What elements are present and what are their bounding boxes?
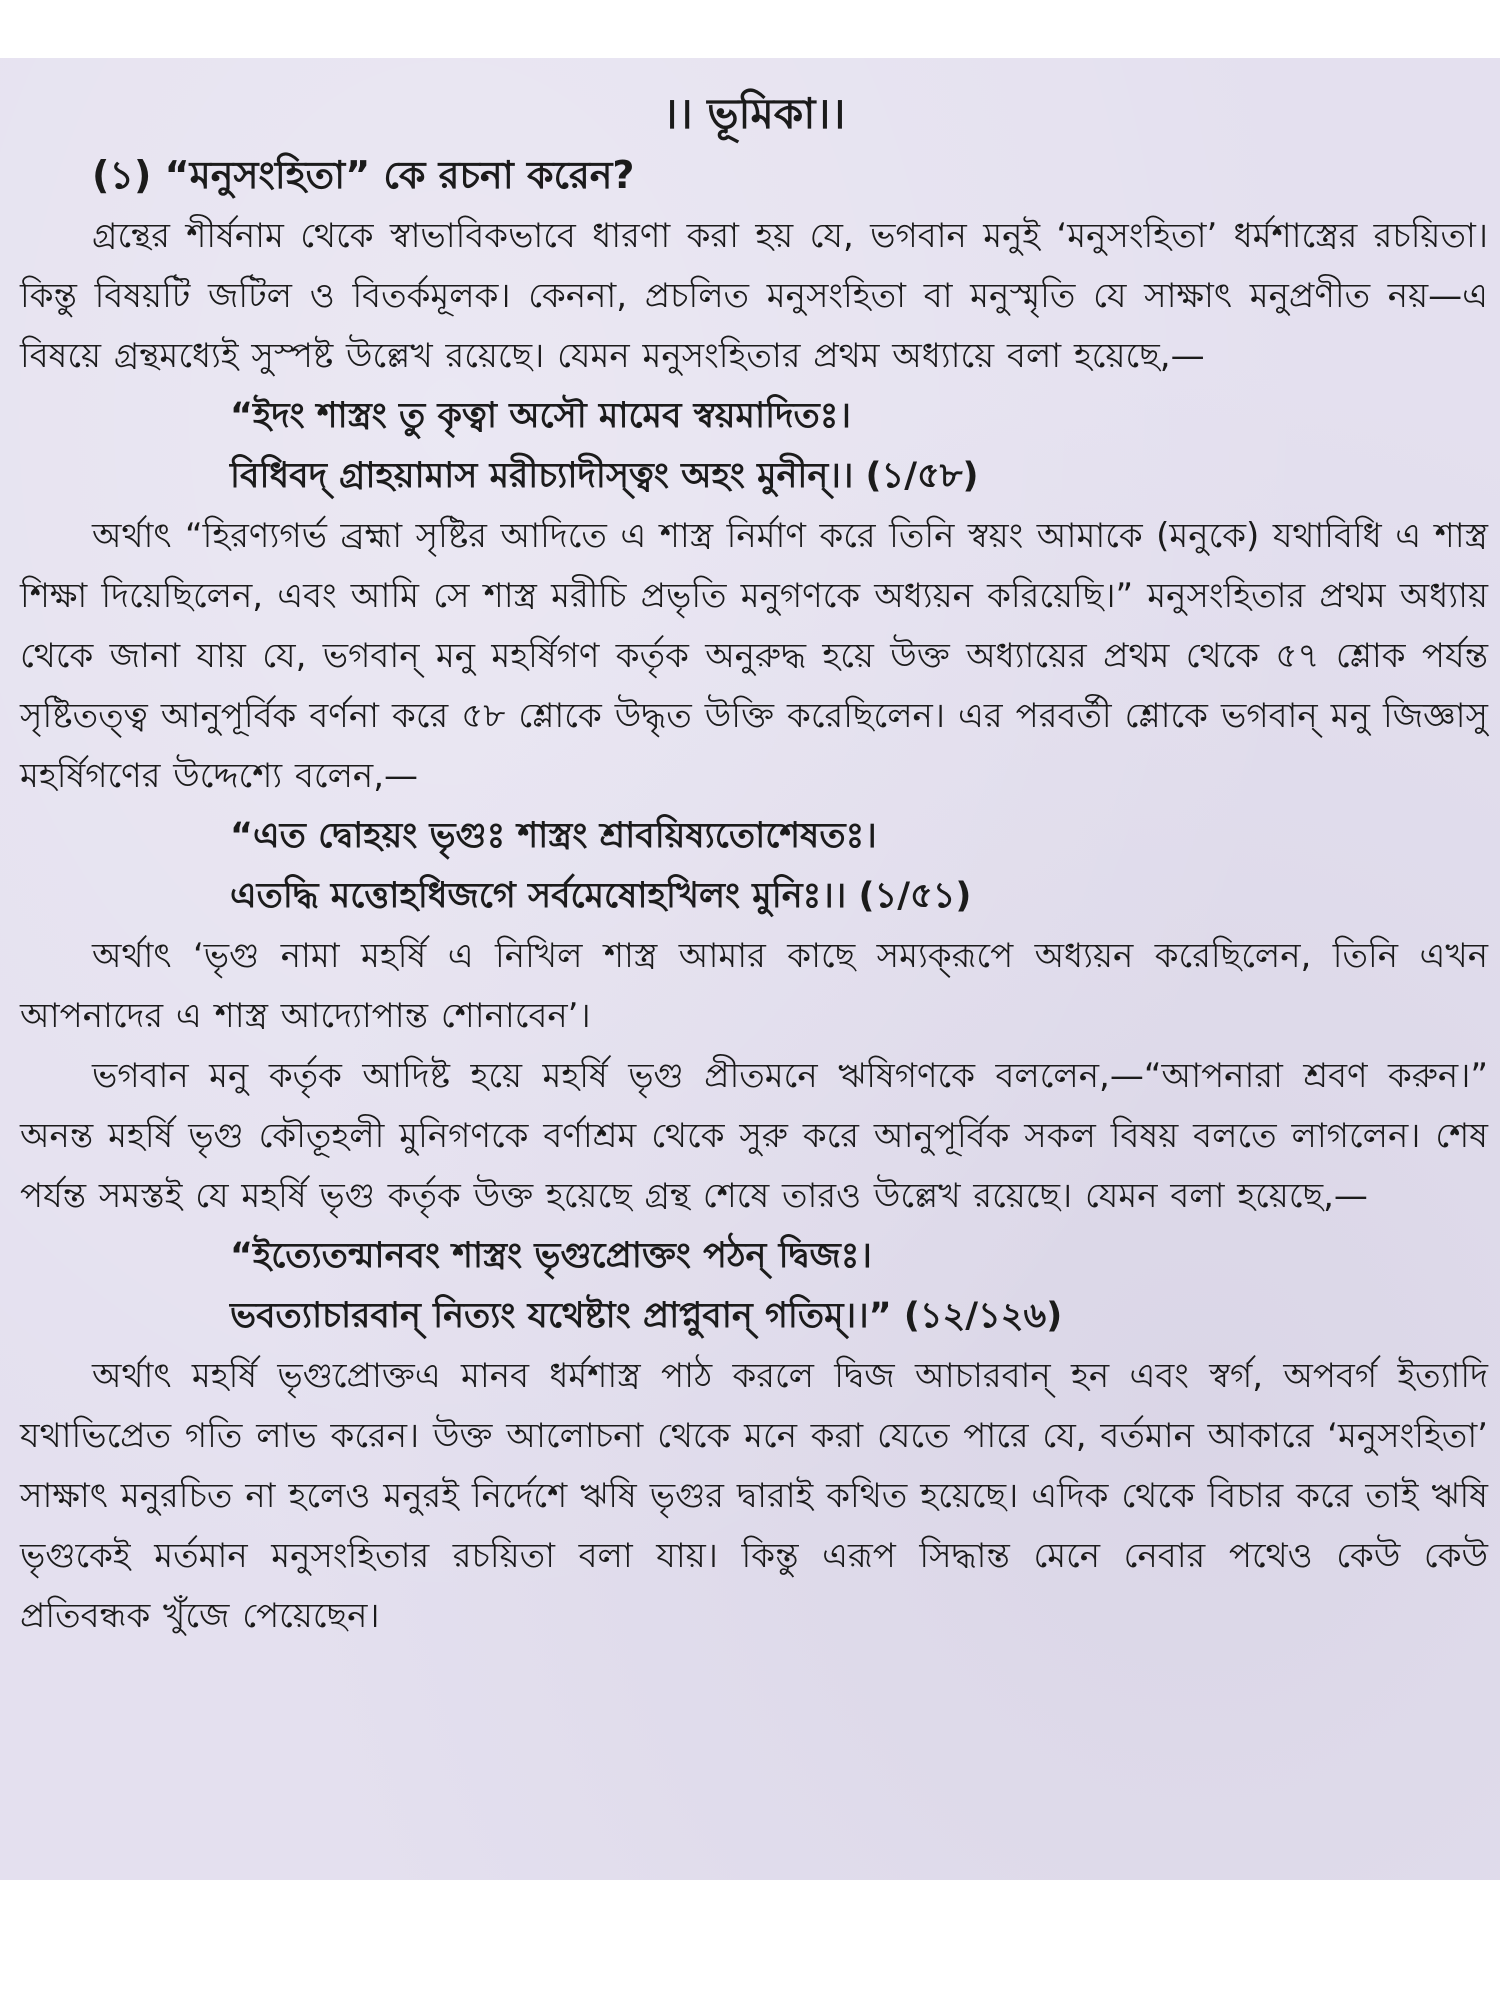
verse-3-line-1: “ইত্যেতন্মানবং শাস্ত্রং ভৃগুপ্রোক্তং পঠন্ দ্বিজঃ। bbox=[230, 1236, 872, 1276]
paragraph-3: অর্থাৎ ‘ভৃগু নামা মহর্ষি এ নিখিল শাস্ত্র আমার কাছে সম্যক্‌রূপে অধ্যয়ন করেছিলেন, তিনি এখন আপনাদের এ শাস্ত্র আদ্যোপান্ত শোনাবেন’। bbox=[20, 936, 1488, 1036]
paragraph-1: গ্রন্থের শীর্ষনাম থেকে স্বাভাবিকভাবে ধারণা করা হয় যে, ভগবান মনুই ‘মনুসংহিতা’ ধর্মশাস্ত্রের রচয়িতা। কিন্তু বিষয়টি জটিল ও বিতর্কমূলক। কেননা, প্রচলিত মনুসংহিতা বা মনুস্মৃতি যে সাক্ষাৎ মনুপ্রণীত নয়—এ বিষয়ে গ্রন্থমধ্যেই সুস্পষ্ট উল্লেখ রয়েছে। যেমন মনুসংহিতার প্রথম অধ্যায়ে বলা হয়েছে,— bbox=[20, 216, 1488, 376]
paragraph-5: অর্থাৎ মহর্ষি ভৃগুপ্রোক্তএ মানব ধর্মশাস্ত্র পাঠ করলে দ্বিজ আচারবান্ হন এবং স্বর্গ, অপবর্গ ইত্যাদি যথাভিপ্রেত গতি লাভ করেন। উক্ত আলোচনা থেকে মনে করা যেতে পারে যে, বর্তমান আকারে ‘মনুসংহিতা’ সাক্ষাৎ মনুরচিত না হলেও মনুরই নির্দেশে ঋষি ভৃগুর দ্বারাই কথিত হয়েছে। এদিক থেকে বিচার করে তাই ঋষি ভৃগুকেই মর্তমান মনুসংহিতার রচয়িতা বলা যায়। কিন্তু এরূপ সিদ্ধান্ত মেনে নেবার পথেও কেউ কেউ প্রতিবন্ধক খুঁজে পেয়েছেন। bbox=[20, 1356, 1488, 1636]
verse-1-line-2: বিধিবদ্ গ্রাহয়ামাস মরীচ্যাদীস্ত্বং অহং মুনীন্।। (১/৫৮) bbox=[230, 456, 979, 496]
verse-2-line-2: এতদ্ধি মত্তোহধিজগে সর্বমেষোহখিলং মুনিঃ।। (১/৫১) bbox=[230, 876, 972, 916]
paragraph-4: ভগবান মনু কর্তৃক আদিষ্ট হয়ে মহর্ষি ভৃগু প্রীতমনে ঋষিগণকে বললেন,—“আপনারা শ্রবণ করুন।” অনন্ত মহর্ষি ভৃগু কৌতূহলী মুনিগণকে বর্ণাশ্রম থেকে সুরু করে আনুপূর্বিক সকল বিষয় বলতে লাগলেন। শেষ পর্যন্ত সমস্তই যে মহর্ষি ভৃগু কর্তৃক উক্ত হয়েছে গ্রন্থ শেষে তারও উল্লেখ রয়েছে। যেমন বলা হয়েছে,— bbox=[20, 1056, 1488, 1216]
verse-3-line-2: ভবত্যাচারবান্ নিত্যং যথেষ্টাং প্রাপ্নুবান্ গতিম্।।” (১২/১২৬) bbox=[230, 1296, 1063, 1336]
page-title: ।। ভূমিকা।। bbox=[662, 89, 846, 138]
verse-2-line-1: “এত দ্বোহয়ং ভৃগুঃ শাস্ত্রং শ্রাবয়িষ্যতোশেষতঃ। bbox=[230, 816, 877, 856]
verse-1-line-1: “ইদং শাস্ত্রং তু কৃত্বা অসৌ মামেব স্বয়মাদিতঃ। bbox=[230, 396, 851, 436]
paragraph-2: অর্থাৎ “হিরণ্যগর্ভ ব্রহ্মা সৃষ্টির আদিতে এ শাস্ত্র নির্মাণ করে তিনি স্বয়ং আমাকে (মনুকে) যথাবিধি এ শাস্ত্র শিক্ষা দিয়েছিলেন, এবং আমি সে শাস্ত্র মরীচি প্রভৃতি মনুগণকে অধ্যয়ন করিয়েছি।” মনুসংহিতার প্রথম অধ্যায় থেকে জানা যায় যে, ভগবান্ মনু মহর্ষিগণ কর্তৃক অনুরুদ্ধ হয়ে উক্ত অধ্যায়ের প্রথম থেকে ৫৭ শ্লোক পর্যন্ত সৃষ্টিতত্ত্ব আনুপূর্বিক বর্ণনা করে ৫৮ শ্লোকে উদ্ধৃত উক্তি করেছিলেন। এর পরবর্তী শ্লোকে ভগবান্ মনু জিজ্ঞাসু মহর্ষিগণের উদ্দেশ্যে বলেন,— bbox=[20, 516, 1488, 796]
section-question-heading: (১) “মনুসংহিতা” কে রচনা করেন? bbox=[92, 153, 635, 197]
document-page bbox=[0, 58, 1500, 1880]
